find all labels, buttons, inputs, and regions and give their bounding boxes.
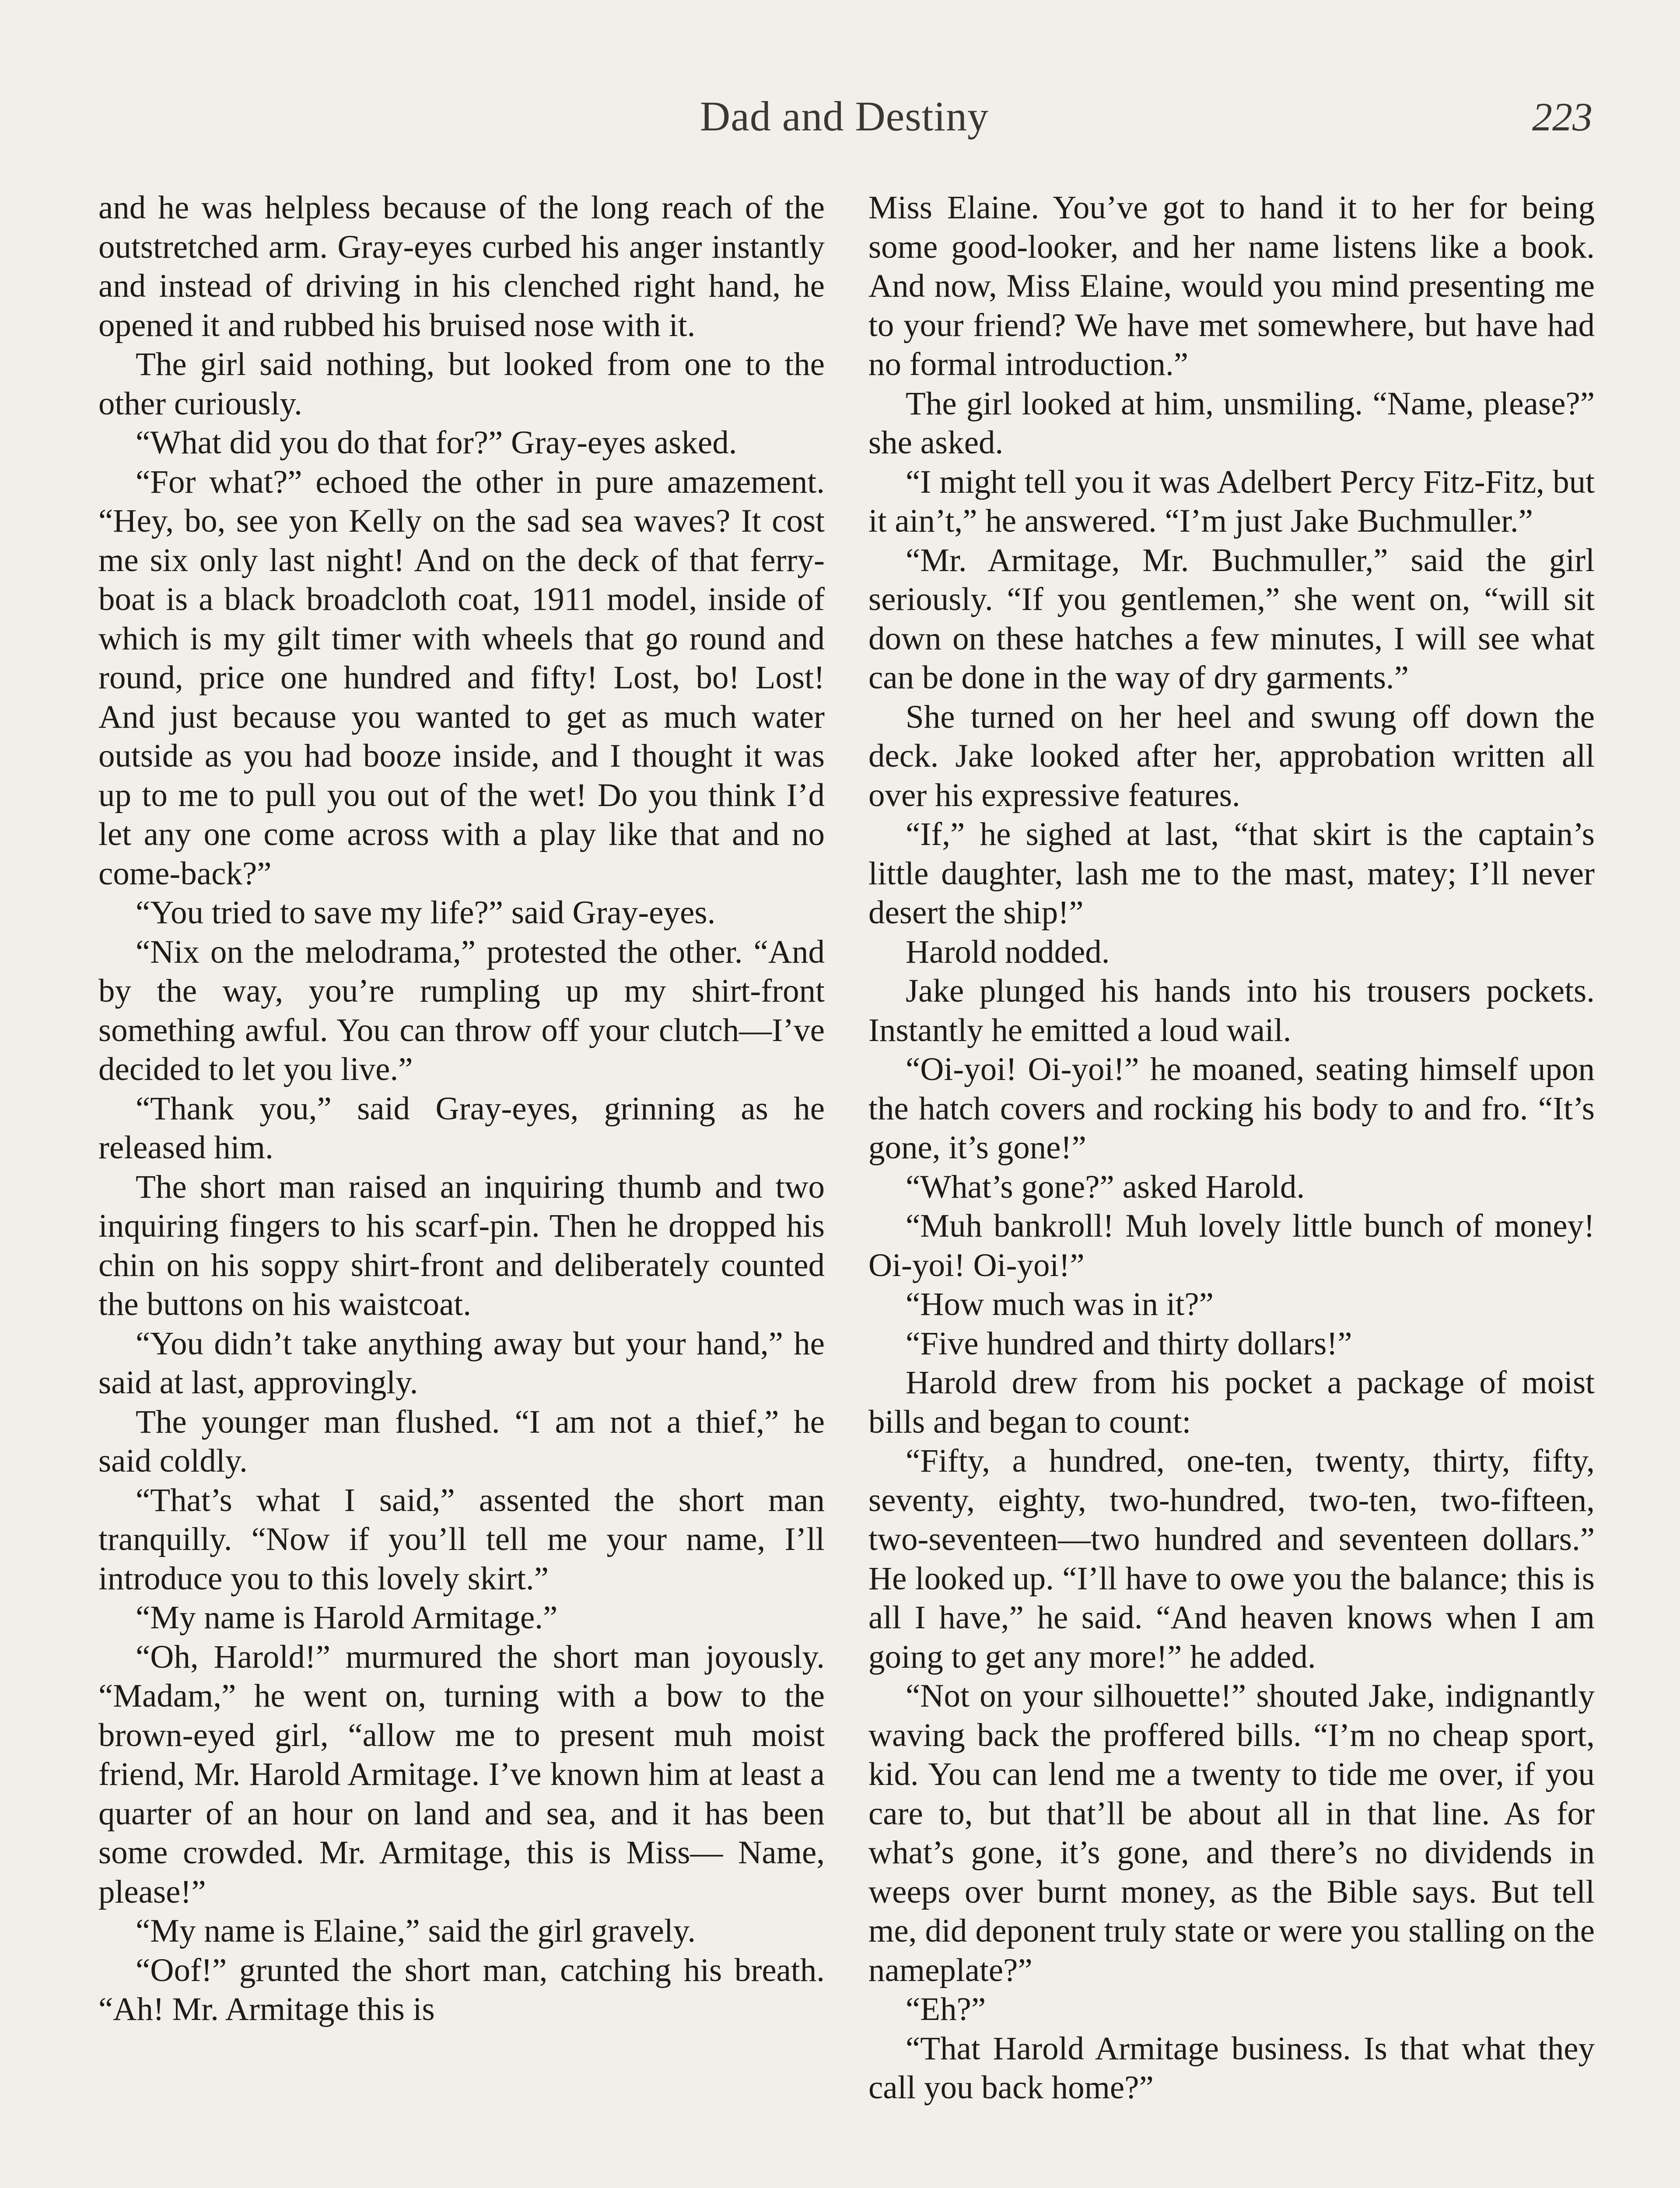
paragraph: “Oi-yoi! Oi-yoi!” he moaned, seating himself upon the hatch covers and rocking his body to and fro. “It’s gone, it’s gone!” — [868, 1051, 1595, 1166]
paragraph: “Five hundred and thirty dollars!” — [906, 1325, 1352, 1362]
paragraph: “Not on your silhouette!” shouted Jake, indignantly waving back the proffered bills. “I’m no cheap sport, kid. You can lend me a twenty to tide me over, if you care to, but that’ll be about all in that line. As for what’s gone, it’s gone, and there’s no dividends in weeps over burnt money, as the Bible says. But tell me, did deponent truly state or were you stalling on the nameplate?” — [868, 1678, 1595, 1988]
page-number: 223 — [1532, 95, 1592, 139]
right-column — [868, 188, 1595, 2188]
paragraph: Harold nodded. — [906, 933, 1110, 970]
running-title: Dad and Destiny — [700, 93, 989, 140]
paragraph: “Nix on the melodrama,” protested the other. “And by the way, you’re rumpling up my shirt-front something awful. You can throw off your clutch—I’ve decided to let you live.” — [98, 933, 825, 1087]
paragraph: “What did you do that for?” Gray-eyes asked. — [136, 424, 737, 461]
paragraph: “You tried to save my life?” said Gray-eyes. — [136, 894, 716, 931]
paragraph: “How much was in it?” — [906, 1286, 1214, 1322]
paragraph: “Muh bankroll! Muh lovely little bunch of money! Oi-yoi! Oi-yoi!” — [868, 1208, 1595, 1283]
paragraph: “I might tell you it was Adelbert Percy Fitz-Fitz, but it ain’t,” he answered. “I’m just Jake Buchmuller.” — [868, 463, 1595, 539]
paragraph: “Fifty, a hundred, one-ten, twenty, thirty, fifty, seventy, eighty, two-hundred, two-ten, two-fifteen, two-seventeen—two hundred and seventeen dollars.” He looked up. “I’ll have to owe you the balance; this is all I have,” he said. “And heaven knows when I am going to get any more!” he added. — [868, 1443, 1595, 1675]
paragraph: “That Harold Armitage business. Is that what they call you back home?” — [868, 2030, 1595, 2106]
paragraph: Harold drew from his pocket a package of moist bills and began to count: — [868, 1364, 1595, 1440]
page-header — [96, 92, 1592, 153]
paragraph: “Oof!” grunted the short man, catching his breath. “Ah! Mr. Armitage this is — [98, 1952, 825, 2027]
paragraph: The girl said nothing, but looked from one to the other curiously. — [98, 346, 825, 422]
paragraph: Jake plunged his hands into his trousers pockets. Instantly he emitted a loud wail. — [868, 973, 1595, 1048]
paragraph: “That’s what I said,” assented the short man tranquilly. “Now if you’ll tell me your name, I’ll introduce you to this lovely skirt.” — [98, 1482, 825, 1597]
paragraph: “Mr. Armitage, Mr. Buchmuller,” said the girl seriously. “If you gentlemen,” she went on, “will sit down on these hatches a few minutes, I will see what can be done in the way of dry garments.” — [868, 542, 1595, 696]
paragraph: “Thank you,” said Gray-eyes, grinning as he released him. — [98, 1090, 825, 1166]
text-columns — [98, 188, 1595, 2188]
paragraph: “If,” he sighed at last, “that skirt is the captain’s little daughter, lash me to the mast, matey; I’ll never desert the ship!” — [868, 816, 1595, 931]
paragraph: “What’s gone?” asked Harold. — [906, 1168, 1305, 1205]
paragraph: She turned on her heel and swung off down the deck. Jake looked after her, approbation written all over his expressive features. — [868, 698, 1595, 813]
paragraph: “My name is Elaine,” said the girl gravely. — [136, 1913, 696, 1949]
paragraph: “My name is Harold Armitage.” — [136, 1599, 558, 1636]
paragraph: The girl looked at him, unsmiling. “Name, please?” she asked. — [868, 385, 1595, 461]
paragraph: “Eh?” — [906, 1991, 986, 2027]
paragraph: “For what?” echoed the other in pure amazement. “Hey, bo, see yon Kelly on the sad sea waves? It cost me six only last night! And on the deck of that ferry-boat is a black broadcloth coat, 1911 model, inside of which is my gilt timer with wheels that go round and round, price one hundred and fifty! Lost, bo! Lost! And just because you wanted to get as much water outside as you had booze inside, and I thought it was up to me to pull you out of the wet! Do you think I’d let any one come across with a play like that and no come-back?” — [98, 463, 825, 892]
left-column — [98, 188, 825, 2188]
paragraph: The short man raised an inquiring thumb and two inquiring fingers to his scarf-pin. Then he dropped his chin on his soppy shirt-front and deliberately counted the buttons on his waistcoat. — [98, 1168, 825, 1322]
paragraph: and he was helpless because of the long reach of the outstretched arm. Gray-eyes curbed his anger instantly and instead of driving in his clenched right hand, he opened it and rubbed his bruised nose with it. — [98, 189, 825, 344]
paragraph: Miss Elaine. You’ve got to hand it to her for being some good-looker, and her name listens like a book. And now, Miss Elaine, would you mind presenting me to your friend? We have met somewhere, but have had no formal introduction.” — [868, 189, 1595, 382]
paragraph: The younger man flushed. “I am not a thief,” he said coldly. — [98, 1403, 825, 1479]
paragraph: “Oh, Harold!” murmured the short man joyously. “Madam,” he went on, turning with a bow to the brown-eyed girl, “allow me to present muh moist friend, Mr. Harold Armitage. I’ve known him at least a quarter of an hour on land and sea, and it has been some crowded. Mr. Armitage, this is Miss— Name, please!” — [98, 1638, 825, 1910]
paragraph: “You didn’t take anything away but your hand,” he said at last, approvingly. — [98, 1325, 825, 1401]
